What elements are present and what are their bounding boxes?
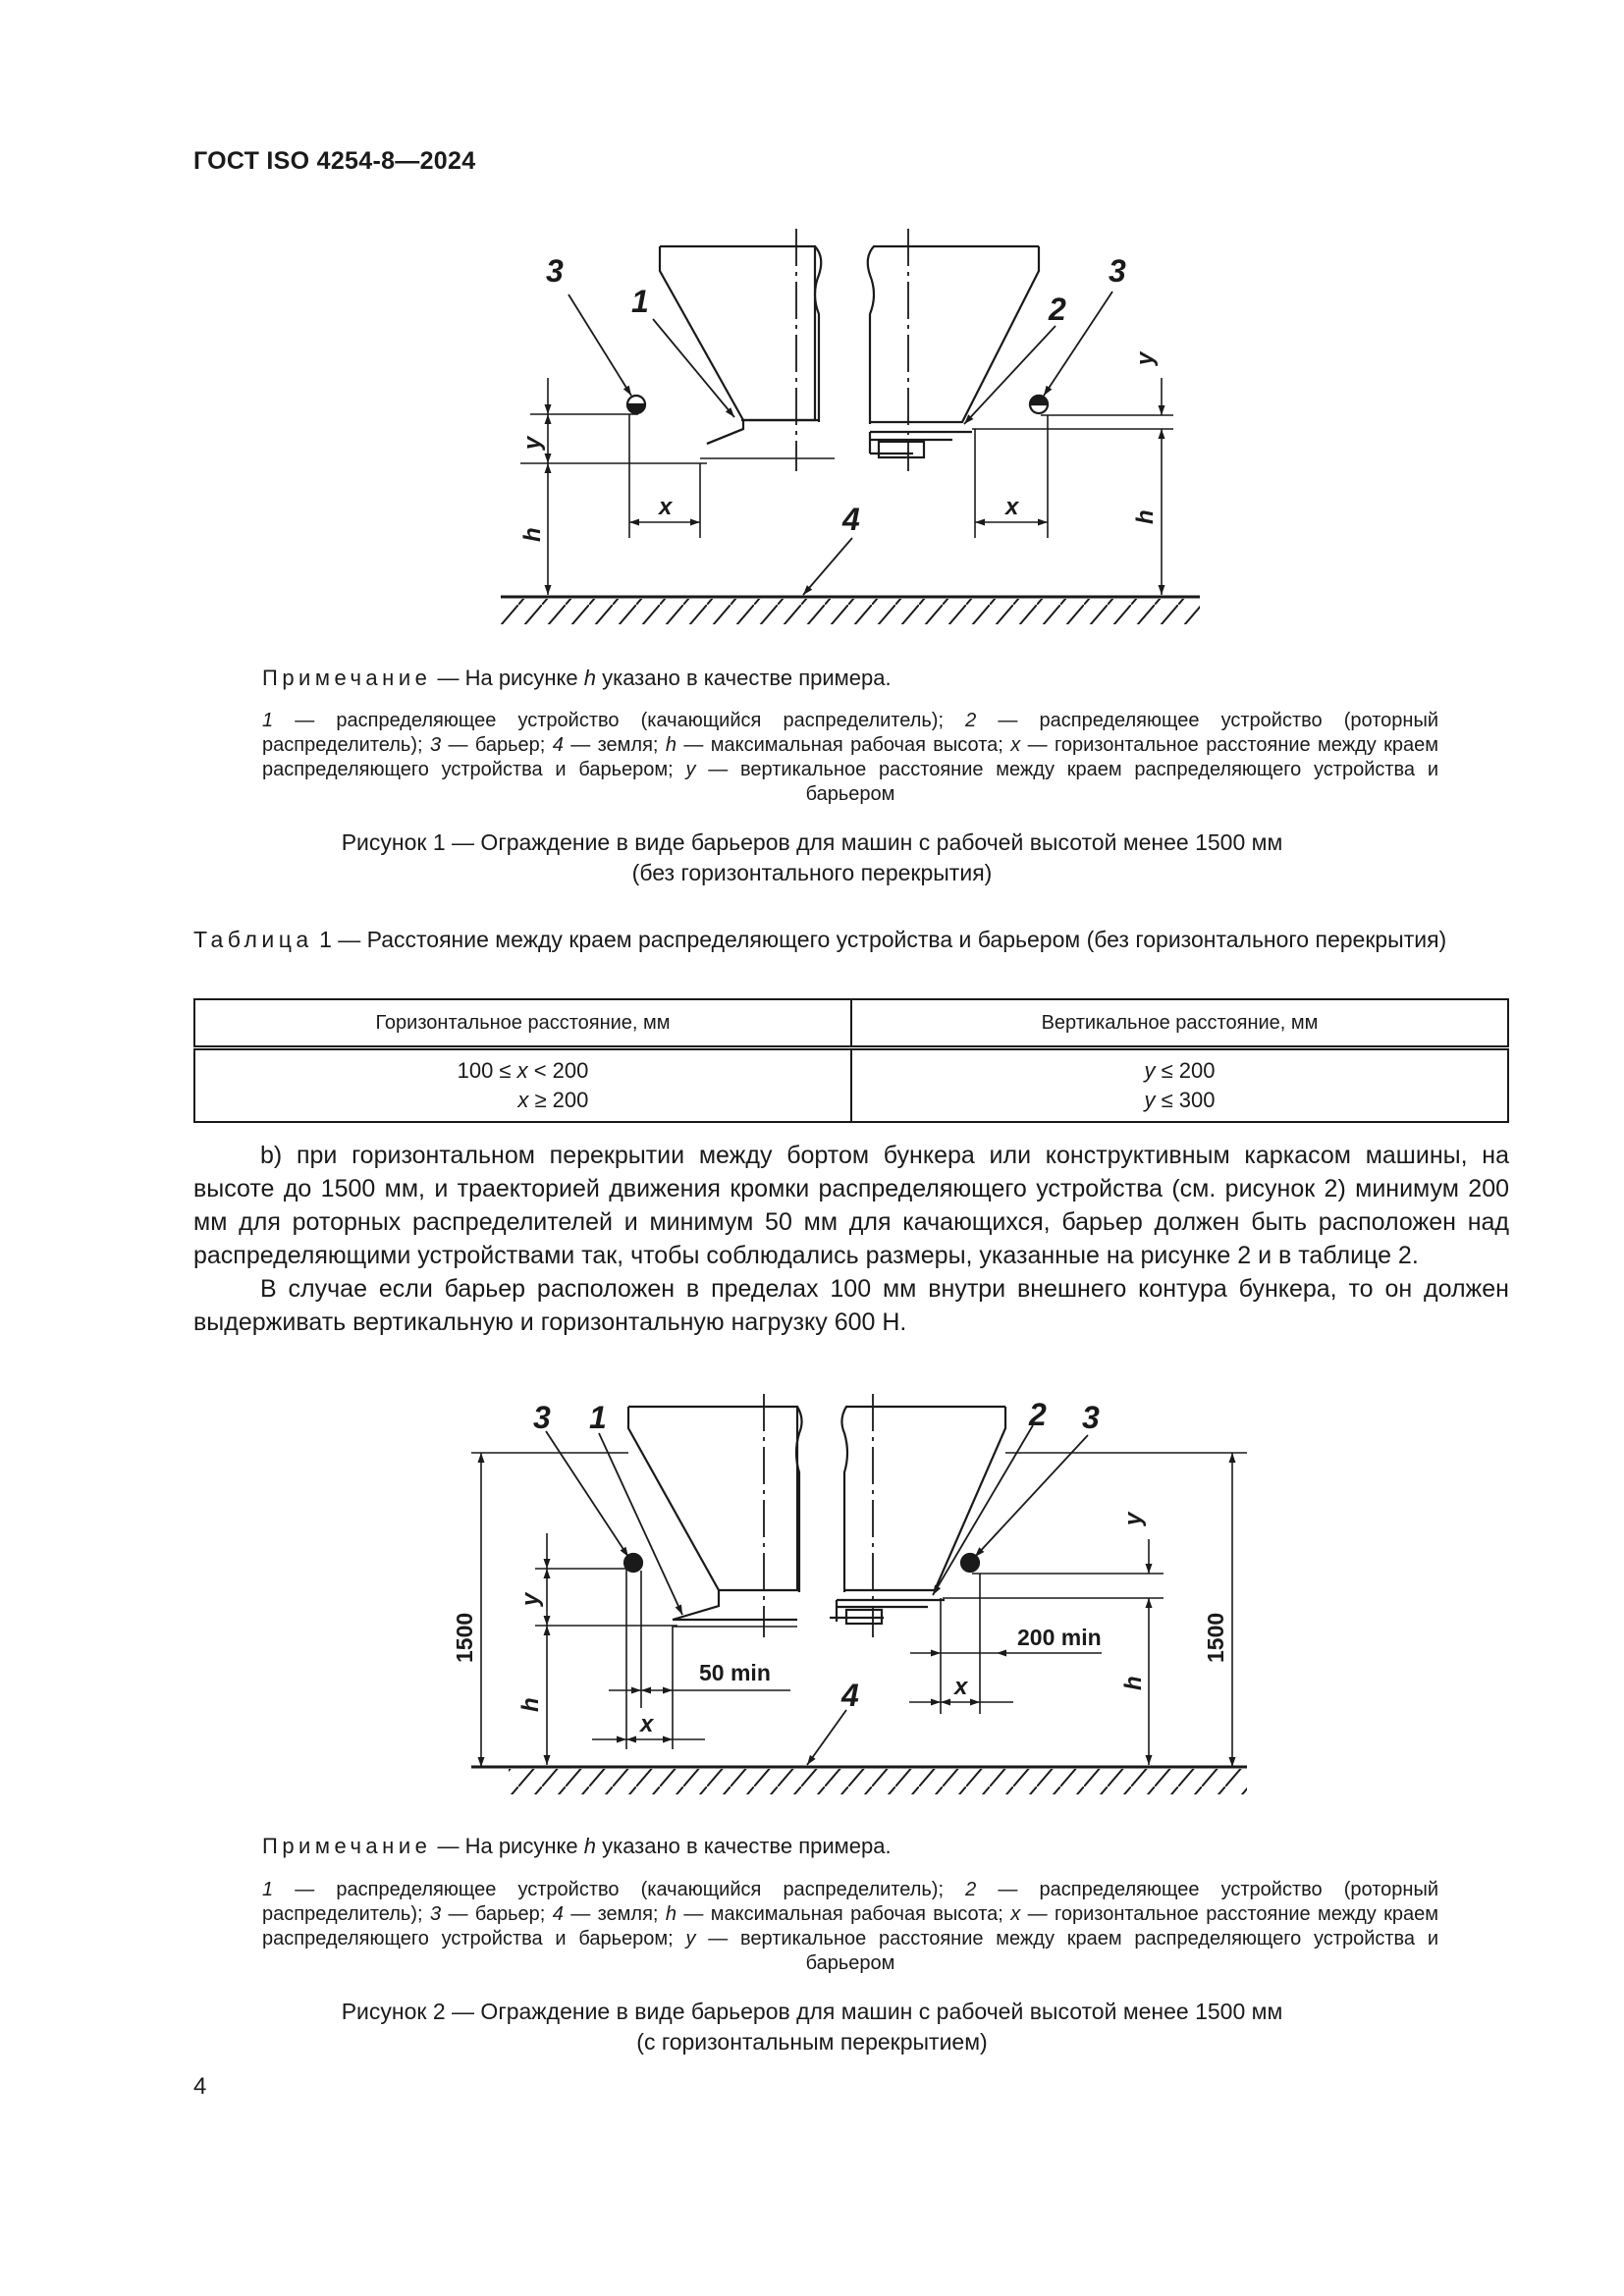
paragraph-barrier-load: В случае если барьер расположен в пределах 100 мм внутри внешнего контура бункера, то он должен выдерживать вертикальную и горизонтальную нагрузку 600 Н. bbox=[193, 1275, 1509, 1336]
fig2-dim-x-left: x bbox=[640, 1711, 654, 1737]
fig1-label-4: 4 bbox=[842, 502, 860, 537]
fig2-label-2: 2 bbox=[1029, 1397, 1047, 1432]
fig2-dim-50-min: 50 min bbox=[699, 1660, 771, 1685]
body-text bbox=[193, 1139, 1509, 1339]
figure-1-drawing bbox=[0, 0, 1624, 667]
fig2-dim-h-left: h bbox=[517, 1697, 544, 1712]
fig2-label-3-right: 3 bbox=[1082, 1400, 1100, 1435]
figure-2-note: Примечание — На рисунке h указано в качестве примера. bbox=[262, 1834, 892, 1858]
note-prefix: Примечание bbox=[262, 666, 432, 690]
fig2-label-3-left: 3 bbox=[533, 1400, 551, 1435]
table-1-caption: Таблица 1 — Расстояние между краем распределяющего устройства и барьером (без горизонтального перекрытия) bbox=[193, 927, 1447, 952]
fig1-dim-x-left: x bbox=[659, 494, 673, 520]
fig1-label-1: 1 bbox=[631, 284, 649, 319]
figure-1-note: Примечание — На рисунке h указано в качестве примера. bbox=[262, 666, 892, 690]
figure-2-drawing bbox=[0, 1384, 1624, 1796]
fig2-dim-x-right: x bbox=[954, 1674, 968, 1700]
fig1-dim-h-left: h bbox=[519, 527, 546, 542]
figure-2-caption: Рисунок 2 — Ограждение в виде барьеров для машин с рабочей высотой менее 1500 мм (с горизонтальным перекрытием) bbox=[341, 1999, 1283, 2055]
fig1-label-3-right: 3 bbox=[1109, 253, 1126, 289]
fig2-label-4: 4 bbox=[841, 1678, 859, 1713]
fig1-dim-x-right: x bbox=[1005, 494, 1019, 520]
figure-2-legend: 1 — распределяющее устройство (качающийся распределитель); 2 — распределяющее устройство (роторный распределитель); 3 — барьер; 4 — земля; h — максимальная рабочая высота; x — горизонтальное расстояние между краем распределяющего устройства и барьером; y — вертикальное расстояние между краем распределяющего устройства и барьером bbox=[262, 1879, 1439, 1974]
table-1-header-horizontal: Горизонтальное расстояние, мм bbox=[194, 999, 851, 1048]
document-header: ГОСТ ISO 4254-8—2024 bbox=[193, 147, 476, 175]
table-1-cell-horizontal: 100 ≤ x < 200 x ≥ 200 bbox=[194, 1048, 851, 1123]
table-1-header-vertical: Вертикальное расстояние, мм bbox=[851, 999, 1508, 1048]
fig2-dim-h-right: h bbox=[1120, 1676, 1147, 1690]
table-1-cell-vertical: y ≤ 200 y ≤ 300 bbox=[851, 1048, 1508, 1123]
fig2-dim-1500-left: 1500 bbox=[452, 1612, 477, 1663]
fig2-dim-200-min: 200 min bbox=[1017, 1625, 1102, 1650]
fig2-dim-y-right: y bbox=[1120, 1512, 1147, 1525]
table-1 bbox=[193, 998, 1509, 1123]
fig1-dim-y-left: y bbox=[519, 436, 546, 450]
figure-1-caption: Рисунок 1 — Ограждение в виде барьеров для машин с рабочей высотой менее 1500 мм (без горизонтального перекрытия) bbox=[341, 829, 1283, 885]
fig1-dim-h-right: h bbox=[1132, 509, 1159, 524]
fig2-dim-y-left: y bbox=[517, 1592, 544, 1606]
fig1-dim-y-right: y bbox=[1132, 351, 1159, 365]
fig2-label-1: 1 bbox=[589, 1400, 607, 1435]
fig1-label-2: 2 bbox=[1049, 292, 1066, 327]
page-number: 4 bbox=[193, 2073, 207, 2100]
fig2-dim-1500-right: 1500 bbox=[1203, 1612, 1228, 1663]
fig1-label-3-left: 3 bbox=[546, 253, 564, 289]
paragraph-b: b) при горизонтальном перекрытии между бортом бункера или конструктивным каркасом машины, на высоте до 1500 мм, и траекторией движения кромки распределяющего устройства (см. рисунок 2) минимум 200 мм для роторных распределителей и минимум 50 мм для качающихся, барьер должен быть расположен над распределяющими устройствами так, чтобы соблюдались размеры, указанные на рисунке 2 и в таблице 2. bbox=[193, 1142, 1509, 1269]
figure-1-legend: 1 — распределяющее устройство (качающийся распределитель); 2 — распределяющее устройство (роторный распределитель); 3 — барьер; 4 — земля; h — максимальная рабочая высота; x — горизонтальное расстояние между краем распределяющего устройства и барьером; y — вертикальное расстояние между краем распределяющего устройства и барьером bbox=[262, 710, 1439, 805]
